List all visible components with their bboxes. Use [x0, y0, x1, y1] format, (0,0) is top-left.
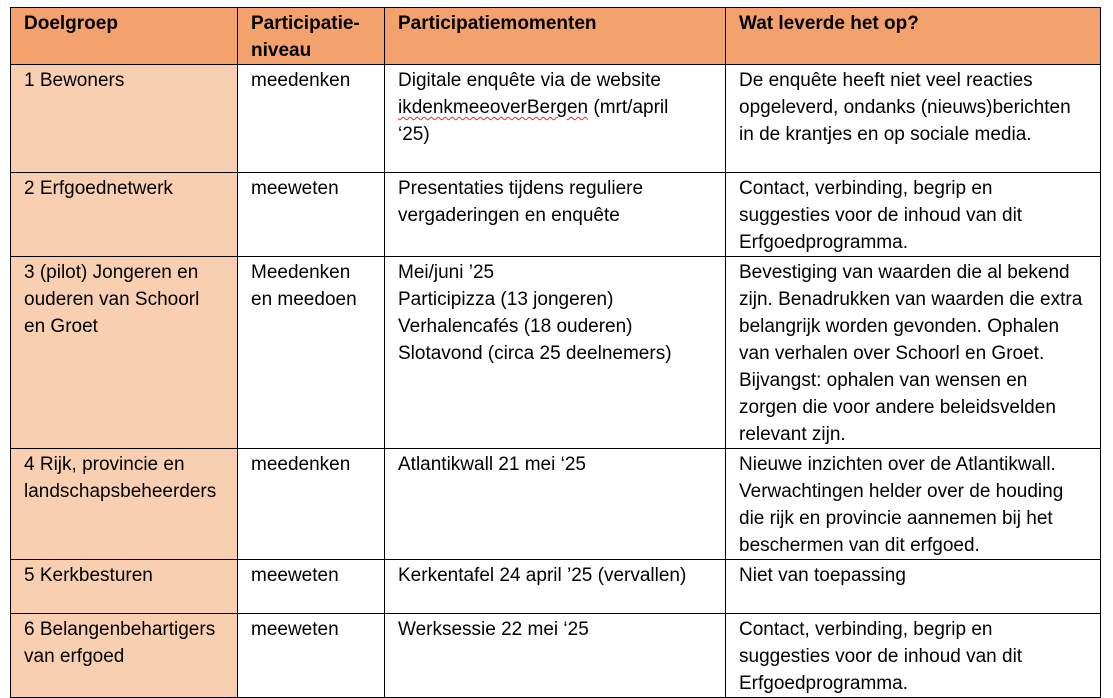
table-row [11, 560, 1101, 614]
table-row [11, 449, 1101, 560]
cell-niveau: Meedenken en meedoen [238, 257, 385, 449]
table-row [11, 257, 1101, 449]
spellcheck-flagged-word: ikdenkmeeoverBergen [398, 97, 589, 118]
cell-opbrengst: Nieuwe inzichten over de Atlantikwall. Verwachtingen helder over de houding die rijk en provincie aannemen bij het beschermen van dit erfgoed. [726, 449, 1101, 560]
cell-niveau: meeweten [238, 614, 385, 698]
momenten-prefix: Digitale enquête via de website [398, 70, 662, 91]
header-participatiemomenten: Participatiemomenten [385, 8, 726, 65]
cell-momenten: Mei/juni ’25 Participizza (13 jongeren) Verhalencafés (18 ouderen) Slotavond (circa 25 deelnemers) [385, 257, 726, 449]
cell-momenten: Kerkentafel 24 april ’25 (vervallen) [385, 560, 726, 614]
header-opbrengst: Wat leverde het op? [726, 8, 1101, 65]
cell-doelgroep: 6 Belangenbehartigers van erfgoed [11, 614, 238, 698]
cell-doelgroep: 4 Rijk, provincie en landschapsbeheerders [11, 449, 238, 560]
cell-doelgroep: 5 Kerkbesturen [11, 560, 238, 614]
cell-doelgroep: 1 Bewoners [11, 65, 238, 173]
participation-table [10, 7, 1101, 698]
cell-doelgroep: 2 Erfgoednetwerk [11, 173, 238, 257]
table-row [11, 65, 1101, 173]
cell-opbrengst: Niet van toepassing [726, 560, 1101, 614]
header-doelgroep: Doelgroep [11, 8, 238, 65]
cell-niveau: meedenken [238, 65, 385, 173]
cell-opbrengst: Contact, verbinding, begrip en suggesties voor de inhoud van dit Erfgoedprogramma. [726, 614, 1101, 698]
table-row [11, 614, 1101, 698]
cell-opbrengst: De enquête heeft niet veel reacties opgeleverd, ondanks (nieuws)berichten in de krantjes en op sociale media. [726, 65, 1101, 173]
cell-niveau: meeweten [238, 560, 385, 614]
cell-momenten [385, 65, 726, 173]
cell-opbrengst: Contact, verbinding, begrip en suggesties voor de inhoud van dit Erfgoedprogramma. [726, 173, 1101, 257]
cell-doelgroep: 3 (pilot) Jongeren en ouderen van Schoorl en Groet [11, 257, 238, 449]
cell-momenten: Werksessie 22 mei ‘25 [385, 614, 726, 698]
cell-momenten: Atlantikwall 21 mei ‘25 [385, 449, 726, 560]
cell-opbrengst: Bevestiging van waarden die al bekend zijn. Benadrukken van waarden die extra belangrijk worden gevonden. Ophalen van verhalen over Schoorl en Groet. Bijvangst: ophalen van wensen en zorgen die voor andere beleidsvelden relevant zijn. [726, 257, 1101, 449]
table-row [11, 173, 1101, 257]
header-row [11, 8, 1101, 65]
cell-niveau: meeweten [238, 173, 385, 257]
momenten-suffix: (mrt/april ‘25) [398, 97, 669, 145]
header-participatieniveau: Participatie- niveau [238, 8, 385, 65]
cell-niveau: meedenken [238, 449, 385, 560]
cell-momenten: Presentaties tijdens reguliere vergaderingen en enquête [385, 173, 726, 257]
